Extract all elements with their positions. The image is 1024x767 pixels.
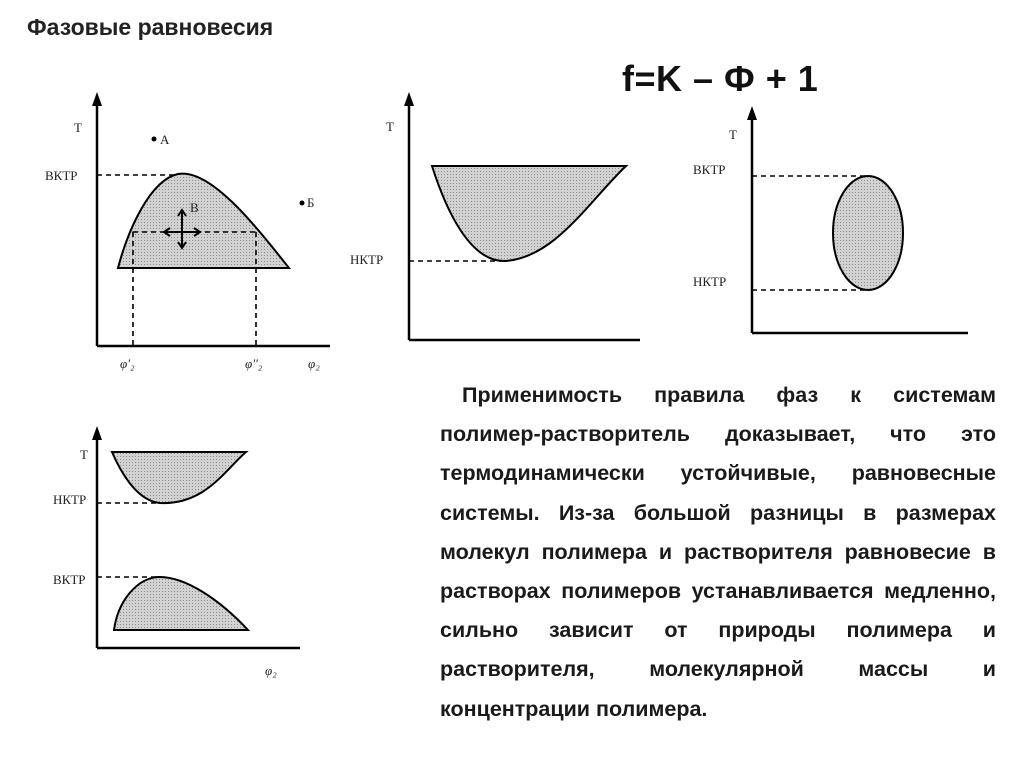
- diagram-closed-loop: [693, 106, 968, 333]
- lcst-label: НКТР: [693, 274, 727, 289]
- phi-prime-tick: φ'₂: [120, 356, 135, 371]
- point-a-dot: [152, 137, 157, 142]
- y-axis-label: T: [386, 119, 394, 134]
- lcst-label: НКТР: [53, 492, 87, 507]
- lower-two-phase-region: [114, 577, 248, 630]
- y-axis-arrow-icon: [92, 92, 102, 106]
- body-paragraph: Применимость правила фаз к системам полимер-растворитель доказывает, что это термодинамически устойчивые, равновесные системы. Из-за большой разницы в размерах молекул полимера и растворителя равновесие в растворах полимеров устанавливается медленно, сильно зависит от природы полимера и растворителя, молекулярной массы и концентрации полимера.: [440, 383, 996, 721]
- point-v-label: В: [190, 200, 199, 215]
- lcst-label: НКТР: [350, 252, 384, 267]
- y-axis-label: T: [80, 447, 88, 462]
- diagram-lcst-and-ucst: [53, 426, 300, 678]
- x-axis-label: φ₂: [308, 356, 320, 371]
- point-a-label: А: [160, 132, 170, 147]
- two-phase-region: [833, 176, 903, 290]
- y-axis-arrow-icon: [404, 92, 414, 106]
- diagram-ucst-binodal: [45, 92, 330, 371]
- x-axis-label: φ₂: [265, 663, 277, 678]
- point-b-label: Б: [307, 195, 315, 210]
- y-axis-arrow-icon: [747, 106, 757, 120]
- point-b-dot: [300, 201, 305, 206]
- y-axis-arrow-icon: [92, 426, 102, 440]
- ucst-label: ВКТР: [693, 162, 726, 177]
- y-axis-label: T: [729, 127, 737, 142]
- upper-two-phase-region: [112, 452, 246, 503]
- phi-double-prime-tick: φ''₂: [245, 356, 263, 371]
- diagram-lcst-binodal: [350, 92, 640, 340]
- two-phase-region: [432, 166, 626, 261]
- y-axis-label: T: [74, 120, 82, 135]
- phase-rule-formula: f=K – Ф + 1: [622, 58, 819, 99]
- two-phase-region: [118, 174, 289, 268]
- slide-title: Фазовые равновесия: [27, 14, 274, 40]
- ucst-label: ВКТР: [45, 168, 78, 183]
- ucst-label: ВКТР: [53, 572, 86, 587]
